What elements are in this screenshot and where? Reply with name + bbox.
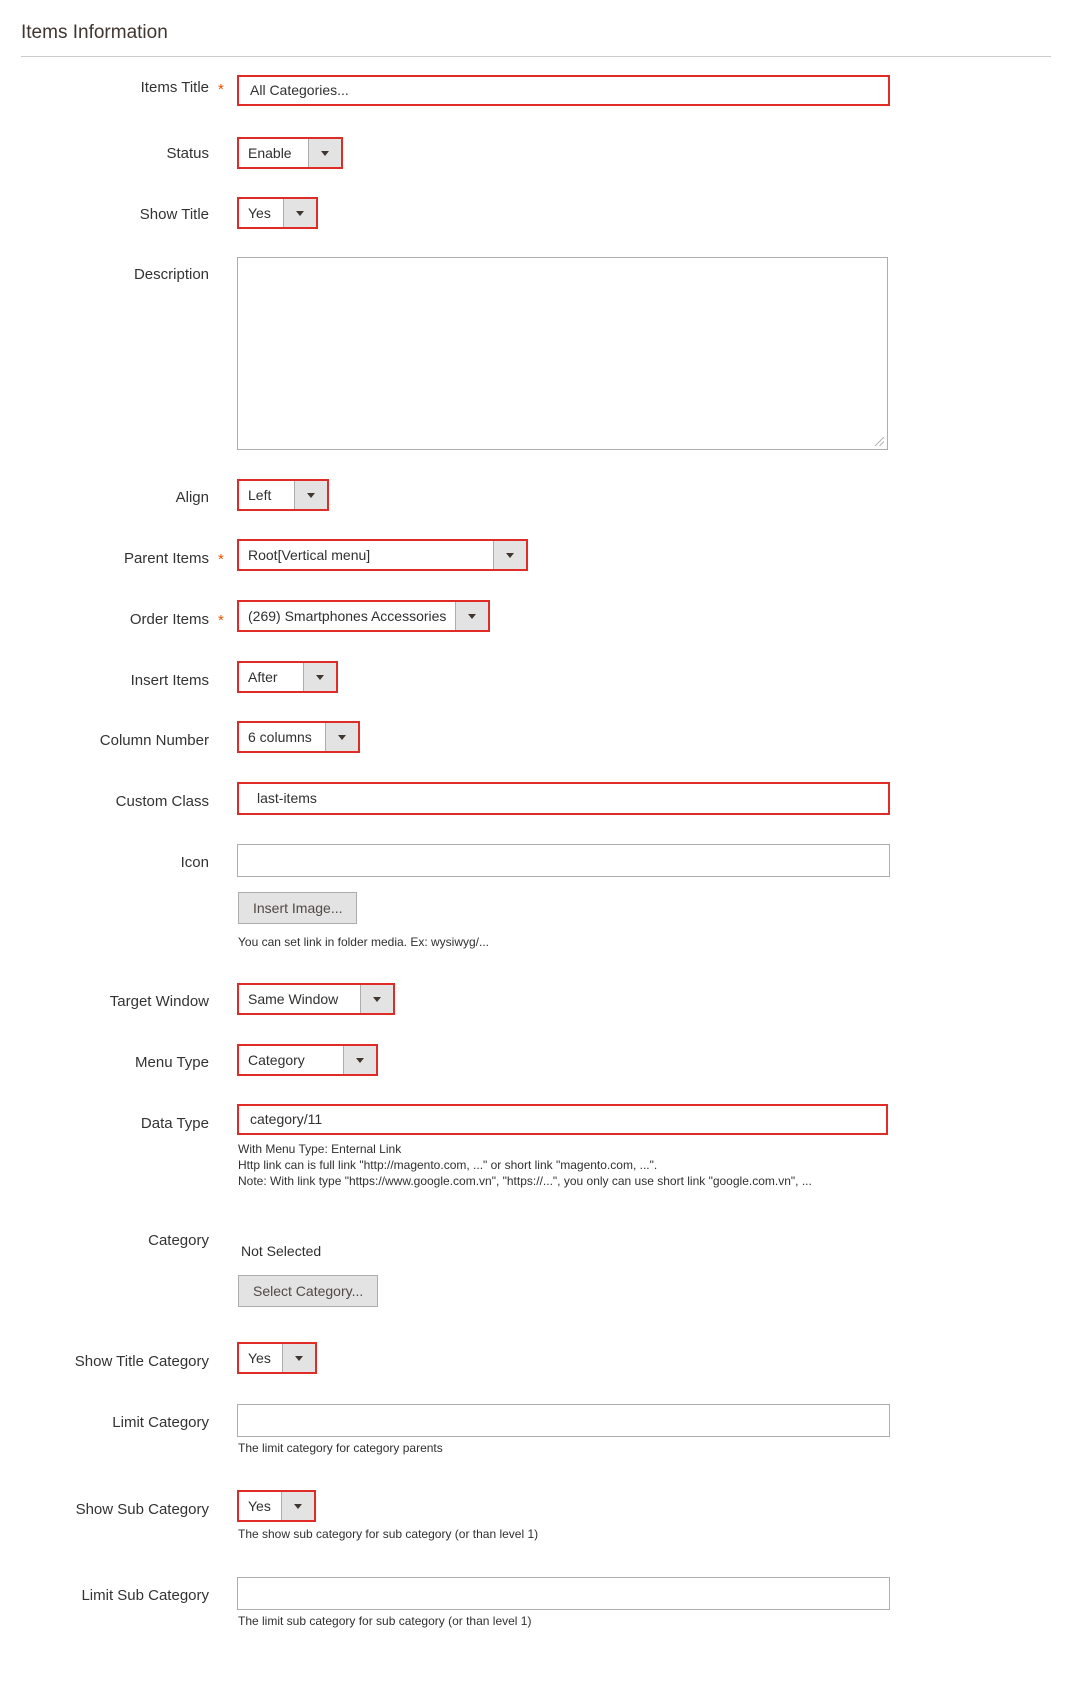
chevron-down-icon — [303, 663, 336, 691]
chevron-down-icon — [282, 1344, 315, 1372]
insert-image-button[interactable]: Insert Image... — [238, 892, 357, 924]
data-type-input[interactable]: category/11 — [237, 1104, 888, 1135]
menu-type-select-value: Category — [248, 1052, 305, 1068]
category-label: Category — [148, 1232, 209, 1249]
chevron-down-icon — [455, 602, 488, 630]
parent-items-select[interactable] — [237, 539, 528, 571]
chevron-down-icon — [343, 1046, 376, 1074]
chevron-down-icon — [283, 199, 316, 227]
limit-sub-category-note: The limit sub category for sub category (or than level 1) — [238, 1614, 532, 1628]
required-marker: * — [218, 81, 224, 98]
insert-items-select[interactable] — [237, 661, 338, 693]
chevron-down-icon — [294, 481, 327, 509]
target-window-select-value: Same Window — [248, 991, 339, 1007]
limit-category-label: Limit Category — [112, 1414, 209, 1431]
align-label: Align — [175, 489, 209, 506]
icon-input[interactable] — [237, 844, 890, 877]
custom-class-input[interactable]: last-items — [237, 782, 890, 815]
items-title-input[interactable]: All Categories... — [237, 75, 890, 106]
status-select[interactable] — [237, 137, 343, 169]
section-title: Items Information — [21, 22, 168, 43]
chevron-down-icon — [281, 1492, 314, 1520]
column-number-label: Column Number — [99, 732, 209, 749]
category-status: Not Selected — [241, 1243, 322, 1259]
icon-label: Icon — [180, 854, 209, 871]
status-label: Status — [166, 145, 209, 162]
show-title-category-select[interactable] — [237, 1342, 317, 1374]
required-marker: * — [218, 612, 224, 629]
show-title-category-label: Show Title Category — [74, 1353, 209, 1370]
description-textarea[interactable] — [237, 257, 888, 450]
align-select-value: Left — [248, 487, 272, 503]
description-label: Description — [133, 266, 209, 283]
select-category-button[interactable]: Select Category... — [238, 1275, 378, 1307]
limit-sub-category-input[interactable] — [237, 1577, 890, 1610]
show-title-category-select-value: Yes — [248, 1350, 271, 1366]
parent-items-select-value: Root[Vertical menu] — [248, 547, 371, 563]
chevron-down-icon — [308, 139, 341, 167]
column-number-select-value: 6 columns — [248, 729, 312, 745]
order-items-select[interactable] — [237, 600, 490, 632]
icon-note: You can set link in folder media. Ex: wysiwyg/... — [238, 935, 490, 949]
limit-category-input[interactable] — [237, 1404, 890, 1437]
show-sub-category-note: The show sub category for sub category (or than level 1) — [238, 1527, 539, 1541]
show-title-label: Show Title — [139, 206, 209, 223]
parent-items-label: Parent Items — [123, 550, 209, 567]
insert-items-label: Insert Items — [130, 672, 209, 689]
required-marker: * — [218, 551, 224, 568]
show-title-select-value: Yes — [248, 205, 271, 221]
target-window-select[interactable] — [237, 983, 395, 1015]
target-window-label: Target Window — [109, 993, 209, 1010]
custom-class-label: Custom Class — [115, 793, 209, 810]
status-select-value: Enable — [248, 145, 292, 161]
chevron-down-icon — [493, 541, 526, 569]
menu-type-label: Menu Type — [135, 1054, 209, 1071]
order-items-label: Order Items — [129, 611, 209, 628]
menu-type-select[interactable] — [237, 1044, 378, 1076]
show-title-select[interactable] — [237, 197, 318, 229]
chevron-down-icon — [325, 723, 358, 751]
items-title-label: Items Title — [140, 79, 209, 96]
show-sub-category-select-value: Yes — [248, 1498, 271, 1514]
section-divider — [21, 56, 1051, 57]
align-select[interactable] — [237, 479, 329, 511]
show-sub-category-select[interactable] — [237, 1490, 316, 1522]
chevron-down-icon — [360, 985, 393, 1013]
show-sub-category-label: Show Sub Category — [75, 1501, 209, 1518]
order-items-select-value: (269) Smartphones Accessories — [248, 608, 447, 624]
data-type-note-line-2: Http link can is full link "http://magento.com, ..." or short link "magento.com, ...". — [238, 1158, 658, 1172]
data-type-note-line-1: With Menu Type: Enternal Link — [238, 1142, 402, 1156]
resize-handle-icon[interactable] — [875, 437, 884, 446]
data-type-note-line-3: Note: With link type "https://www.google.com.vn", "https://...", you only can use short link "google.com.vn", ... — [238, 1174, 812, 1188]
insert-items-select-value: After — [248, 669, 278, 685]
limit-category-note: The limit category for category parents — [238, 1441, 443, 1455]
limit-sub-category-label: Limit Sub Category — [81, 1587, 209, 1604]
data-type-label: Data Type — [140, 1115, 209, 1132]
column-number-select[interactable] — [237, 721, 360, 753]
